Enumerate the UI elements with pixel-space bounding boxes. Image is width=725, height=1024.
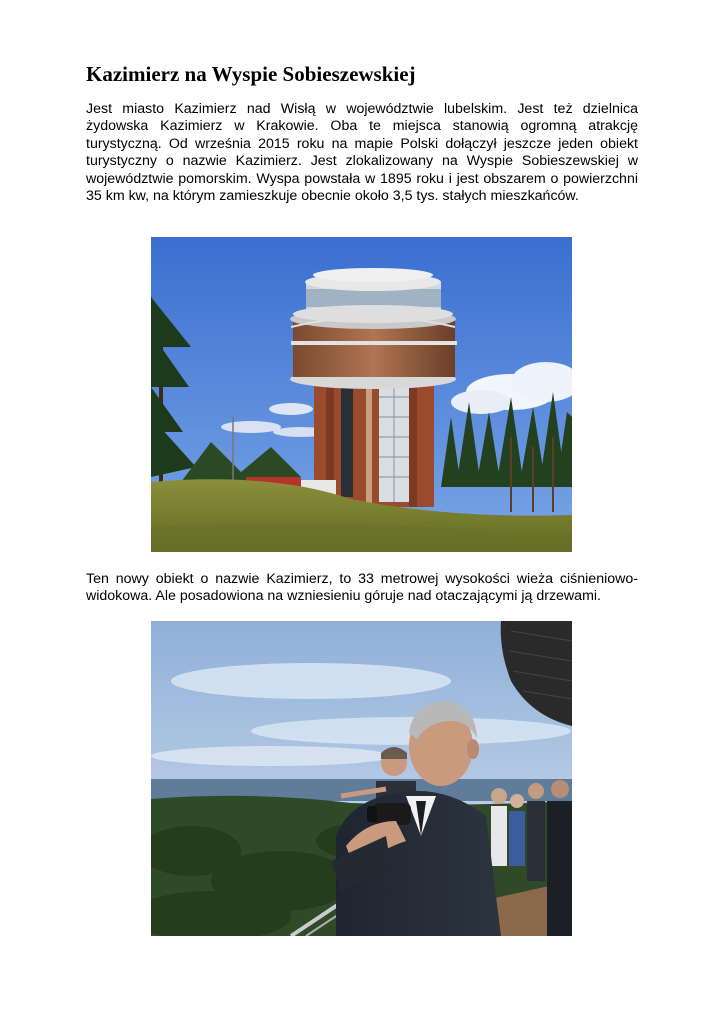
page-title: Kazimierz na Wyspie Sobieszewskiej — [86, 62, 416, 86]
water-tower — [290, 268, 457, 507]
tower-description-paragraph: Ten nowy obiekt o nazwie Kazimierz, to 33 metrowej wysokości wieża ciśnieniowo-widokowa. Ale posadowiona na wzniesieniu góruje nad otaczającymi ją drzewami. — [86, 571, 638, 605]
viewpoint-photo — [151, 621, 572, 936]
intro-paragraph: Jest miasto Kazimierz nad Wisłą w województwie lubelskim. Jest też dzielnica żydowska Kazimierz w Krakowie. Oba te miejsca stanowią ogromną atrakcję turystyczną. Od września 2015 roku na mapie Polski dołączył jeszcze jeden obiekt turystyczny o nazwie Kazimierz. Jest zlokalizowany na Wyspie Sobieszewskiej w województwie pomorskim. Wyspa powstała w 1895 roku i jest obszarem o powierzchni 35 km kw, na którym zamieszkuje obecnie około 3,5 tys. stałych mieszkańców. — [86, 101, 638, 205]
tower-photo — [151, 237, 572, 552]
